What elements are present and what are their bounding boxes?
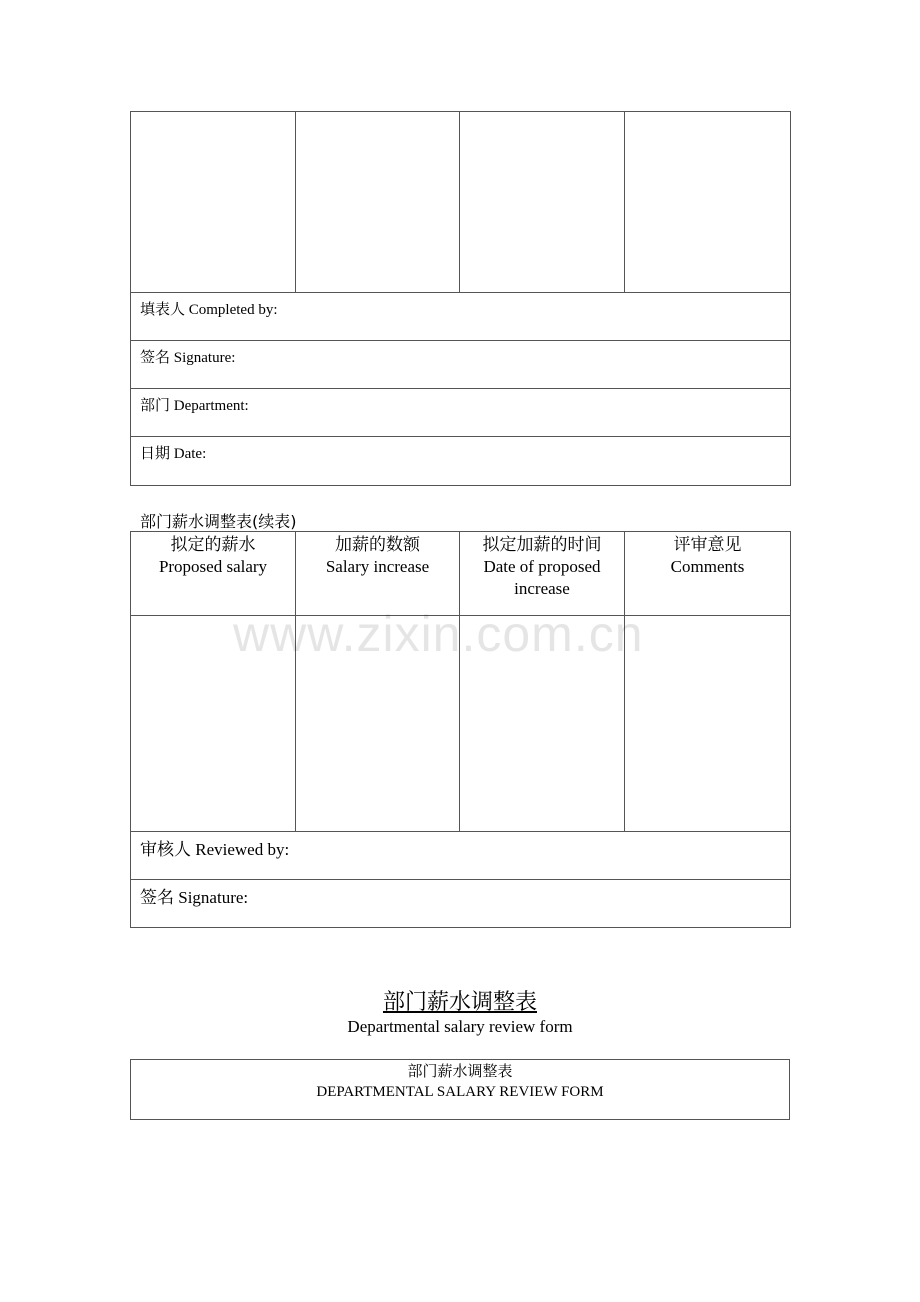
continued-section-title: 部门薪水调整表(续表) <box>140 512 297 531</box>
signature-field[interactable] <box>131 341 791 389</box>
column-header-comments <box>625 532 791 616</box>
column-header-zh: 加薪的数额 <box>335 535 420 554</box>
review-signature-label: 签名 Signature: <box>140 888 249 907</box>
form-header-zh: 部门薪水调整表 <box>407 1064 513 1080</box>
header-row <box>131 532 791 616</box>
form-title-en: Departmental salary review form <box>347 1017 573 1036</box>
blank-entry-row <box>131 616 791 832</box>
review-signature-field[interactable] <box>131 880 791 928</box>
comments-cell[interactable] <box>625 616 791 832</box>
department-label: 部门 Department: <box>140 398 249 414</box>
form-header-en: DEPARTMENTAL SALARY REVIEW FORM <box>316 1084 604 1100</box>
reviewed-by-label: 审核人 Reviewed by: <box>140 840 290 859</box>
form-header-box <box>130 1059 790 1120</box>
column-header-date-of-proposed-increase <box>460 532 625 616</box>
column-header-en: Salary increase <box>325 557 430 576</box>
blank-cell[interactable] <box>625 112 791 293</box>
column-header-en: Proposed salary <box>158 557 268 576</box>
department-field[interactable] <box>131 389 791 437</box>
date-label: 日期 Date: <box>140 446 207 462</box>
blank-cell[interactable] <box>460 112 625 293</box>
column-header-zh: 评审意见 <box>673 535 742 554</box>
column-header-en: Comments <box>670 557 745 576</box>
completed-by-label: 填表人 Completed by: <box>140 302 278 318</box>
salary-increase-cell[interactable] <box>296 616 460 832</box>
proposed-salary-cell[interactable] <box>131 616 296 832</box>
date-field[interactable] <box>131 437 791 486</box>
column-header-zh: 拟定加薪的时间 <box>482 535 602 554</box>
column-header-zh: 拟定的薪水 <box>170 535 256 554</box>
column-header-salary-increase <box>296 532 460 616</box>
signature-label: 签名 Signature: <box>140 350 236 366</box>
blank-cell[interactable] <box>296 112 460 293</box>
continued-table <box>130 531 791 928</box>
top-table <box>130 111 791 486</box>
reviewed-by-field[interactable] <box>131 832 791 880</box>
form-title-zh: 部门薪水调整表 <box>382 990 537 1015</box>
date-of-increase-cell[interactable] <box>460 616 625 832</box>
column-header-en: Date of proposed increase <box>483 557 601 598</box>
watermark: www.zixin.com.cn <box>233 606 644 662</box>
blank-entry-row <box>131 112 791 293</box>
completed-by-field[interactable] <box>131 293 791 341</box>
blank-cell[interactable] <box>131 112 296 293</box>
column-header-proposed-salary <box>131 532 296 616</box>
